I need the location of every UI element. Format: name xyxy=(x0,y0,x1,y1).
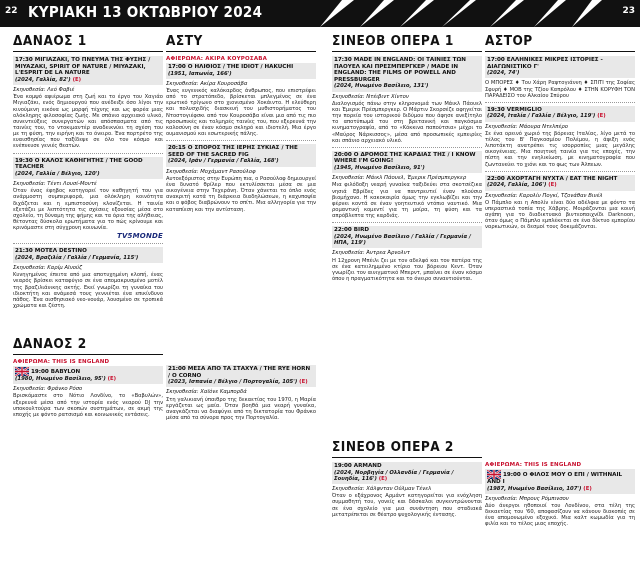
rating-badge: (Ε) xyxy=(378,475,388,482)
divider xyxy=(13,243,163,244)
film-meta: (2024, Ηνωμένο Βασίλειο, 131') xyxy=(334,83,429,90)
film-description: Όταν ο εξάχρονος Αρμάντ κατηγορείται για ενόχληση συμμαθητή του, γονείς και δάσκαλοι συγκεντρώνονται σε ένα σχολείο για μια συνάντηση που σταδιακά μετατρέπεται σε θέατρο ψυχολογικής έντασης. xyxy=(332,493,482,518)
film-director: Σκηνοθεσία: Φράνκο Ρόσο xyxy=(13,386,83,393)
cinema-title: ΔΑΝΑΟΣ 2 xyxy=(13,337,163,355)
film-description: Μια φιλόδοξη νεαρή γυναίκα ταξιδεύει στα σκοτσέζικα νησιά Εβρίδες για να παντρευτεί έναν πλούσιο βιομήχανο. Η κακοκαιρία όμως την εγκλωβίζει και την φέρνει κοντά σε έναν γοητευτικό ντόπιο ναυτικό. Μια ρομαντική κομεντί για τη μοίρα, τη φύση και τα απρόβλεπτα της καρδιάς. xyxy=(332,182,482,220)
film-time: 19:00 xyxy=(334,463,352,469)
page-header xyxy=(0,0,640,27)
cinema-title: ΔΑΝΑΟΣ 1 xyxy=(13,34,163,52)
uk-flag-icon xyxy=(487,470,501,479)
film-description: Δύο άνεργοι ηθοποιοί του Λονδίνου, στα τέλη της δεκαετίας του '60, αποφασίζουν να κάνουν διακοπές σε ένα απομονωμένο εξοχικό. Μια καλτ κωμωδία για τη φιλία και το τέλος μιας εποχής. xyxy=(485,503,635,528)
film-director: Σκηνοθεσία: Μάουρα Ντελπέρο xyxy=(485,123,568,130)
film-entry xyxy=(332,56,482,144)
film-title[interactable] xyxy=(334,227,480,234)
cinema-title: ΣΙΝΕΟΒ ΟΠΕΡΑ 2 xyxy=(332,440,482,458)
film-entry xyxy=(166,144,316,213)
film-meta: (2024, Γαλλία / Βέλγιο, 120') xyxy=(15,170,100,177)
film-entry xyxy=(13,157,163,241)
film-title-text: ARMAND xyxy=(353,463,382,469)
film-title[interactable] xyxy=(334,57,480,83)
film-director: Σκηνοθεσία: Καρίμ Αϊνούζ xyxy=(13,265,82,272)
film-entry xyxy=(332,151,482,220)
film-director: Σκηνοθεσία: Λεό Φαβιέ xyxy=(13,86,75,93)
cinema-title: ΑΣΤΥ xyxy=(166,34,316,52)
film-title-text: VERMIGLIO xyxy=(506,106,542,113)
film-meta: (1980, Ηνωμένο Βασίλειο, 95') (Ε) xyxy=(15,376,117,382)
rating-badge: (Ε) xyxy=(72,76,82,83)
film-director: Σκηνοθεσία: Τέντι Λουσί-Μοντέ xyxy=(13,180,97,187)
column-danaos-2 xyxy=(13,337,163,569)
film-meta: (1945, Ηνωμένο Βασίλειο, 91') xyxy=(334,165,425,172)
film-meta: (2024, Ιταλία / Γαλλία / Βέλγιο, 119') (Ε) xyxy=(487,113,606,120)
film-title-text: ΜΕΣΑ ΑΠΟ ΤΑ ΣΤΑΧΥΑ / THE RYE HORN / O CORNO xyxy=(168,366,311,379)
film-title[interactable] xyxy=(334,152,480,165)
section-label: ΑΦΙΕΡΩΜΑ: ΑΚΙΡΑ ΚΟΥΡΟΣΑΒΑ xyxy=(166,56,268,62)
film-description: Όταν ένας έφηβος κατηγορεί τον καθηγητή του για ανάρμοστη συμπεριφορά, μια ολόκληρη κοινότητα διχάζεται και η εμπιστοσύνη κλονίζεται. Η ταινία εξετάζει με λεπτότητα τις σχέσεις εξουσίας μέσα στο σχολείο, τη δύναμη της φήμης και τα όρια της αλήθειας, θέτοντας δύσκολα ερωτήματα για το πώς κρίνουμε και κρινόμαστε στη σύγχρονη κοινωνία. xyxy=(13,188,163,232)
film-title-text: ΑΧΟΡΤΑΓΗ ΝΥΧΤΑ / EAT THE NIGHT xyxy=(506,175,618,182)
film-description: Ο Πάμπλο και η Απολίν είναι δύο αδέλφια με φόντο τα υπεραστικά τοπία της Χάβρης. Μοιράζονται μια κοινή αγάπη για το διαδικτυακό βιντεοπαιχνίδι Darknoon, όταν όμως ο Πάμπλο εμπλέκεται σε ένα δίκτυο εμπορίου ναρκωτικών, οι δεσμοί τους δοκιμάζονται. xyxy=(485,199,635,231)
film-director: Σκηνοθεσία: Άντρεα Άρνολντ xyxy=(332,250,410,257)
section-label: ΑΦΙΕΡΩΜΑ: THIS IS ENGLAND xyxy=(13,359,110,365)
divider xyxy=(166,140,316,141)
film-description: Αυτοεξόριστος στην Ευρώπη πια, ο Ρασούλοφ δημιουργεί ένα δυνατό θρίλερ που εκτυλίσσεται μέσα σε μια οικογένεια στην Τεχεράνη. Όταν χάνεται το όπλο ενός ανακριτή κατά τη διάρκεια διαδηλώσεων, η καχυποψία και ο φόβος διαβρώνουν το σπίτι. Μια αλληγορία για την καταπίεση και την αντίσταση. xyxy=(166,175,316,213)
film-director: Σκηνοθεσία: Μοχάμαντ Ρασούλοφ xyxy=(166,168,256,175)
film-title-text: BABYLON xyxy=(50,369,81,375)
film-director: Σκηνοθεσία: Καρολίν Πογκί, Τζονάθαν Βινέλ xyxy=(485,192,603,199)
film-description: Διαλογισμός πάνω στην κληρονομιά των Μάικλ Πάουελ και Έμερικ Πρέσμπεργκερ. Ο Μάρτιν Σκορσέζε αφηγείται την πορεία του ιστορικού διδύμου που άφησε ανεξίτηλο το αποτύπωμά του στη βρετανική και παγκόσμια κινηματογραφία, από το «Κόκκινα παπούτσια» μέχρι το «Μαύρος Νάρκισσος», μέσα από προσωπικές εμπειρίες και σπάνιο αρχειακό υλικό. xyxy=(332,100,482,144)
film-entry xyxy=(485,469,635,528)
film-title[interactable] xyxy=(487,470,633,486)
film-title-text: Ο ΗΛΙΘΙΟΣ / THE IDIOT / HAKUCHI xyxy=(187,64,294,70)
film-title-text: Ο ΣΠΟΡΟΣ ΤΗΣ ΙΕΡΗΣ ΣΥΚΙΑΣ / THE SEED OF THE SACRED FIG xyxy=(168,145,298,158)
column-asty xyxy=(166,34,316,334)
film-time: 20:00 xyxy=(334,151,352,158)
divider xyxy=(485,171,635,172)
column-opera-2 xyxy=(332,440,482,569)
film-title-text: Ο ΚΑΛΟΣ ΚΑΘΗΓΗΤΗΣ / THE GOOD TEACHER xyxy=(15,157,143,171)
film-director: Σκηνοθεσία: Μάικλ Πάουελ, Έμερικ Πρέσμπεργκερ xyxy=(332,175,467,182)
film-meta: (2024, Βραζιλία / Γαλλία / Γερμανία, 115') xyxy=(15,254,139,261)
film-description: Ένα κομψό αφιέρωμα στη ζωή και το έργο του Χαγιάο Μιγιαζάκι, ενός δημιουργού που ανέδειξε όσο λίγοι την κινούμενη εικόνα ως μορφή τέχνης και ως φορέα μιας ολόκληρης φιλοσοφίας ζωής. Με σπάνιο αρχειακό υλικό, συνεντεύξεις συνεργατών και απόσπασματα από τις ταινίες του, το ντοκιμαντέρ αναδεικνύει τη σχέση του με τη φύση, την ειρήνη και το όνειρο. Ένα πορτρέτο της ευαισθησίας που ταξίδεψε σε όλο τον κόσμο και ενέπνευσε γενιές θεατών. xyxy=(13,94,163,150)
film-meta: (2024, Γαλλία, 82') (Ε) xyxy=(15,76,82,83)
film-title-text: ΜΙΓΙΑΖΑΚΙ, ΤΟ ΠΝΕΥΜΑ ΤΗΣ ΦΥΣΗΣ / MIYAZAKI, SPIRIT OF NATURE / MIYAZAKI, L'ESPRIT DE LA NATURE xyxy=(15,57,151,77)
film-entry xyxy=(166,365,316,421)
film-time: 20:15 xyxy=(168,145,186,152)
film-entry xyxy=(166,63,316,137)
film-meta: (2024, 74') xyxy=(487,70,520,77)
film-title-text: ΜΟΤΕΛ DESTINO xyxy=(34,248,87,255)
film-time: 17:30 xyxy=(334,57,352,63)
film-title-text: Ο ΦΙΛΟΣ ΜΟΥ Ο ΕΠΙ / WITHNAIL AND I xyxy=(487,472,623,485)
film-director: Σκηνοθεσία: Ντέιβιντ Χίντον xyxy=(332,93,409,100)
film-description: Στη γαλικιανή ύπαιθρο της δεκαετίας του 1970, η Μαρία εργάζεται ως μαία. Όταν βοηθά μια νεαρή γυναίκα, αναγκάζεται να διαφύγει από τη δικτατορία του Φράνκο μέσα από τα σύνορα προς την Πορτογαλία. xyxy=(166,396,316,422)
film-time: 21:00 xyxy=(168,366,186,372)
column-opera-1 xyxy=(332,34,482,334)
film-time: 19:30 xyxy=(15,157,33,164)
film-time: 21:30 xyxy=(15,248,33,255)
decorative-rays xyxy=(320,0,620,27)
film-entry xyxy=(13,56,163,150)
film-description: Ο ΜΠΟΡΕΣ ♦ Του Χάρη Ραφτογιάννη ♦ ΣΠΙΤΙ της Σοφίας Σφυρή ♦ MOB της Τζίου Καπρόλου ♦ ΣΤΗΝ ΚΟΡΥΦΗ ΤΟΝ ΠΑΡΑΔΕΙΣΟ του Αλκαίου Σπύρου xyxy=(485,80,635,99)
column-astor xyxy=(485,34,635,424)
page-title: ΚΥΡΙΑΚΗ 13 ΟΚΤΩΒΡΙΟΥ 2024 xyxy=(28,3,263,21)
film-description: Η 12χρονη Μπέιλι ζει με τον αδελφό και τον πατέρα της σε ένα κατειλημμένο κτίριο του βόρειου Κεντ. Όταν γνωρίζει τον αινιγματικό Μπερντ, μπαίνει σε έναν κόσμο όπου η πραγματικότητα και το όνειρο συναντιούνται. xyxy=(332,257,482,283)
divider xyxy=(13,153,163,154)
film-time: 22:00 xyxy=(487,175,505,182)
divider xyxy=(332,222,482,223)
film-title[interactable] xyxy=(168,64,314,71)
film-entry xyxy=(485,106,635,168)
film-title-text: BIRD xyxy=(353,227,370,234)
rating-badge: (Ε) xyxy=(548,182,557,189)
film-time: 22:00 xyxy=(334,227,352,234)
tv5monde-logo: TV5MONDE xyxy=(116,232,163,241)
column-danaos-1 xyxy=(13,34,163,334)
divider xyxy=(332,147,482,148)
film-time: 17:30 xyxy=(15,57,33,63)
film-description: Κυνηγημένος έπειτα από μια αποτυχημένη κλοπή, ένας νεαρός βρίσκει καταφύγιο σε ένα απομακρυσμένο μοτέλ της βραζιλιάνικης ακτής. Εκεί γνωρίζει τη γυναίκα του ιδιοκτήτη και ανάμεσά τους γεννιέται ένα επικίνδυνο πάθος. Ένα αισθησιακό νεο-νουάρ, λουσμένο σε τροπικά χρώματα και ζέστη. xyxy=(13,272,163,310)
film-title-text: ΕΛΛΗΝΙΚΕΣ ΜΙΚΡΕΣ ΙΣΤΟΡΙΕΣ - ΔΙΑΓΩΝΙΣΤΙΚΟ Γ' xyxy=(487,57,603,70)
uk-flag-icon xyxy=(15,367,29,376)
film-title[interactable] xyxy=(15,248,161,255)
film-time: 17:00 xyxy=(168,64,186,70)
rating-badge: (Ε) xyxy=(107,376,117,382)
film-meta: (2024, Νορβηγία / Ολλανδία / Γερμανία / Σουηδία, 116') (Ε) xyxy=(334,469,454,482)
film-time: 19:00 xyxy=(31,369,49,375)
film-title[interactable] xyxy=(168,145,314,158)
section-label: ΑΦΙΕΡΩΜΑ: THIS IS ENGLAND xyxy=(485,462,582,468)
film-entry xyxy=(485,56,635,99)
film-director: Σκηνοθεσία: Ακίρα Κουροσάβα xyxy=(166,80,248,87)
divider xyxy=(485,102,635,103)
page-number-left: 22 xyxy=(5,6,18,16)
film-time: 19:00 xyxy=(503,472,521,478)
film-time: 17:00 xyxy=(487,57,505,63)
page-number-right: 23 xyxy=(622,6,635,16)
film-meta: (2024, Ιράν / Γερμανία / Γαλλία, 168') xyxy=(168,158,279,165)
film-entry xyxy=(332,226,482,282)
cinema-title: ΑΣΤΟΡ xyxy=(485,34,635,52)
film-title[interactable] xyxy=(168,366,314,379)
film-time: 19:30 xyxy=(487,106,505,113)
film-description: Ένας ευγενικός καλόκαρδος άνθρωπος, που επιστρέφει από το στρατόπεδο, βρίσκεται μπλεγμένος σε ένα ερωτικό τρίγωνο στο χιονισμένο Χοκάιντο. Η ελεύθερη και πολυσχιδής διασκευή του μυθιστορήματος του Ντοστογιέφσκι από τον Κουροσάβα είναι μια από τις πιο προσωπικές και τολμηρές ταινίες του, που εξερευνά την καλοσύνη σε έναν κόσμο σκληρό και ιδιοτελή. Μια έργο ουμανισμού και εσωτερικής πάλης. xyxy=(166,88,316,138)
film-title[interactable] xyxy=(15,367,161,376)
film-meta: (1951, Ιαπωνία, 166') xyxy=(168,70,232,77)
film-meta: (2024, Γαλλία, 106') (Ε) xyxy=(487,182,557,189)
rating-badge: (Ε) xyxy=(583,485,592,492)
film-entry xyxy=(332,462,482,518)
cinema-title: ΣΙΝΕΟΒ ΟΠΕΡΑ 1 xyxy=(332,34,482,52)
film-entry xyxy=(13,366,163,418)
film-title[interactable] xyxy=(334,463,480,470)
column-asty-continued xyxy=(166,365,316,569)
rating-badge: (Ε) xyxy=(299,379,308,386)
film-meta: (1987, Ηνωμένο Βασίλειο, 107') (Ε) xyxy=(487,485,592,492)
film-description: Σε ένα ορεινό χωριό της βόρειας Ιταλίας, λίγο μετά το τέλος του Β' Παγκοσμίου Πολέμου, η άφιξη ενός λιποτάκτη ανατρέπει τις ισορροπίες μιας μεγάλης οικογένειας. Μια ποιητική ταινία για τις εποχές, την πίστη και την ενηλικίωση, με κινηματογραφία που ζωντανεύει το χιόνι και το φως των Άλπεων. xyxy=(485,130,635,168)
film-description: Βρισκόμαστε στο Νότιο Λονδίνο, το «Βαβυλών», εξερευνά μέσα από την ιστορία ενός νεαρού DJ την υποκουλτούρα των σκοπών συστημάτων, σε ακμή της εποχής με φόντο ρατσισμό και κοινωνικές εντάσεις. xyxy=(13,393,163,418)
rating-badge: (Ε) xyxy=(597,113,606,120)
film-title-text: MADE IN ENGLAND: ΟΙ ΤΑΙΝΙΕΣ ΤΩΝ ΠΑΟΥΕΛ ΚΑΙ ΠΡΕΣΜΠΕΡΓΚΕΡ / MADE IN ENGLAND: THE FILMS OF POWELL AND PRESSBURGER xyxy=(334,57,466,83)
film-title[interactable] xyxy=(15,158,161,171)
film-title-text: Ο ΔΡΟΜΟΣ ΤΗΣ ΚΑΡΔΙΑΣ ΤΗΣ / I KNOW WHERE I'M GOING! xyxy=(334,151,476,165)
column-astor-continued xyxy=(485,462,635,569)
film-meta: (2024, Ηνωμένο Βασίλειο / Γαλλία / Γερμανία / ΗΠΑ, 119') xyxy=(334,234,471,247)
film-director: Σκηνοθεσία: Μπρους Ρόμπινσον xyxy=(485,495,569,502)
film-entry xyxy=(13,247,163,309)
film-title[interactable] xyxy=(487,57,633,70)
film-director: Σκηνοθεσία: Χάλφνταν Ούλμαν Τένελ xyxy=(332,486,432,492)
film-entry xyxy=(485,175,635,231)
film-title[interactable] xyxy=(15,57,161,77)
film-director: Σκηνοθεσία: Χαϊόνε Καμπορδά xyxy=(166,389,247,396)
film-meta: (2023, Ισπανία / Βέλγιο / Πορτογαλία, 105') (Ε) xyxy=(168,379,308,386)
